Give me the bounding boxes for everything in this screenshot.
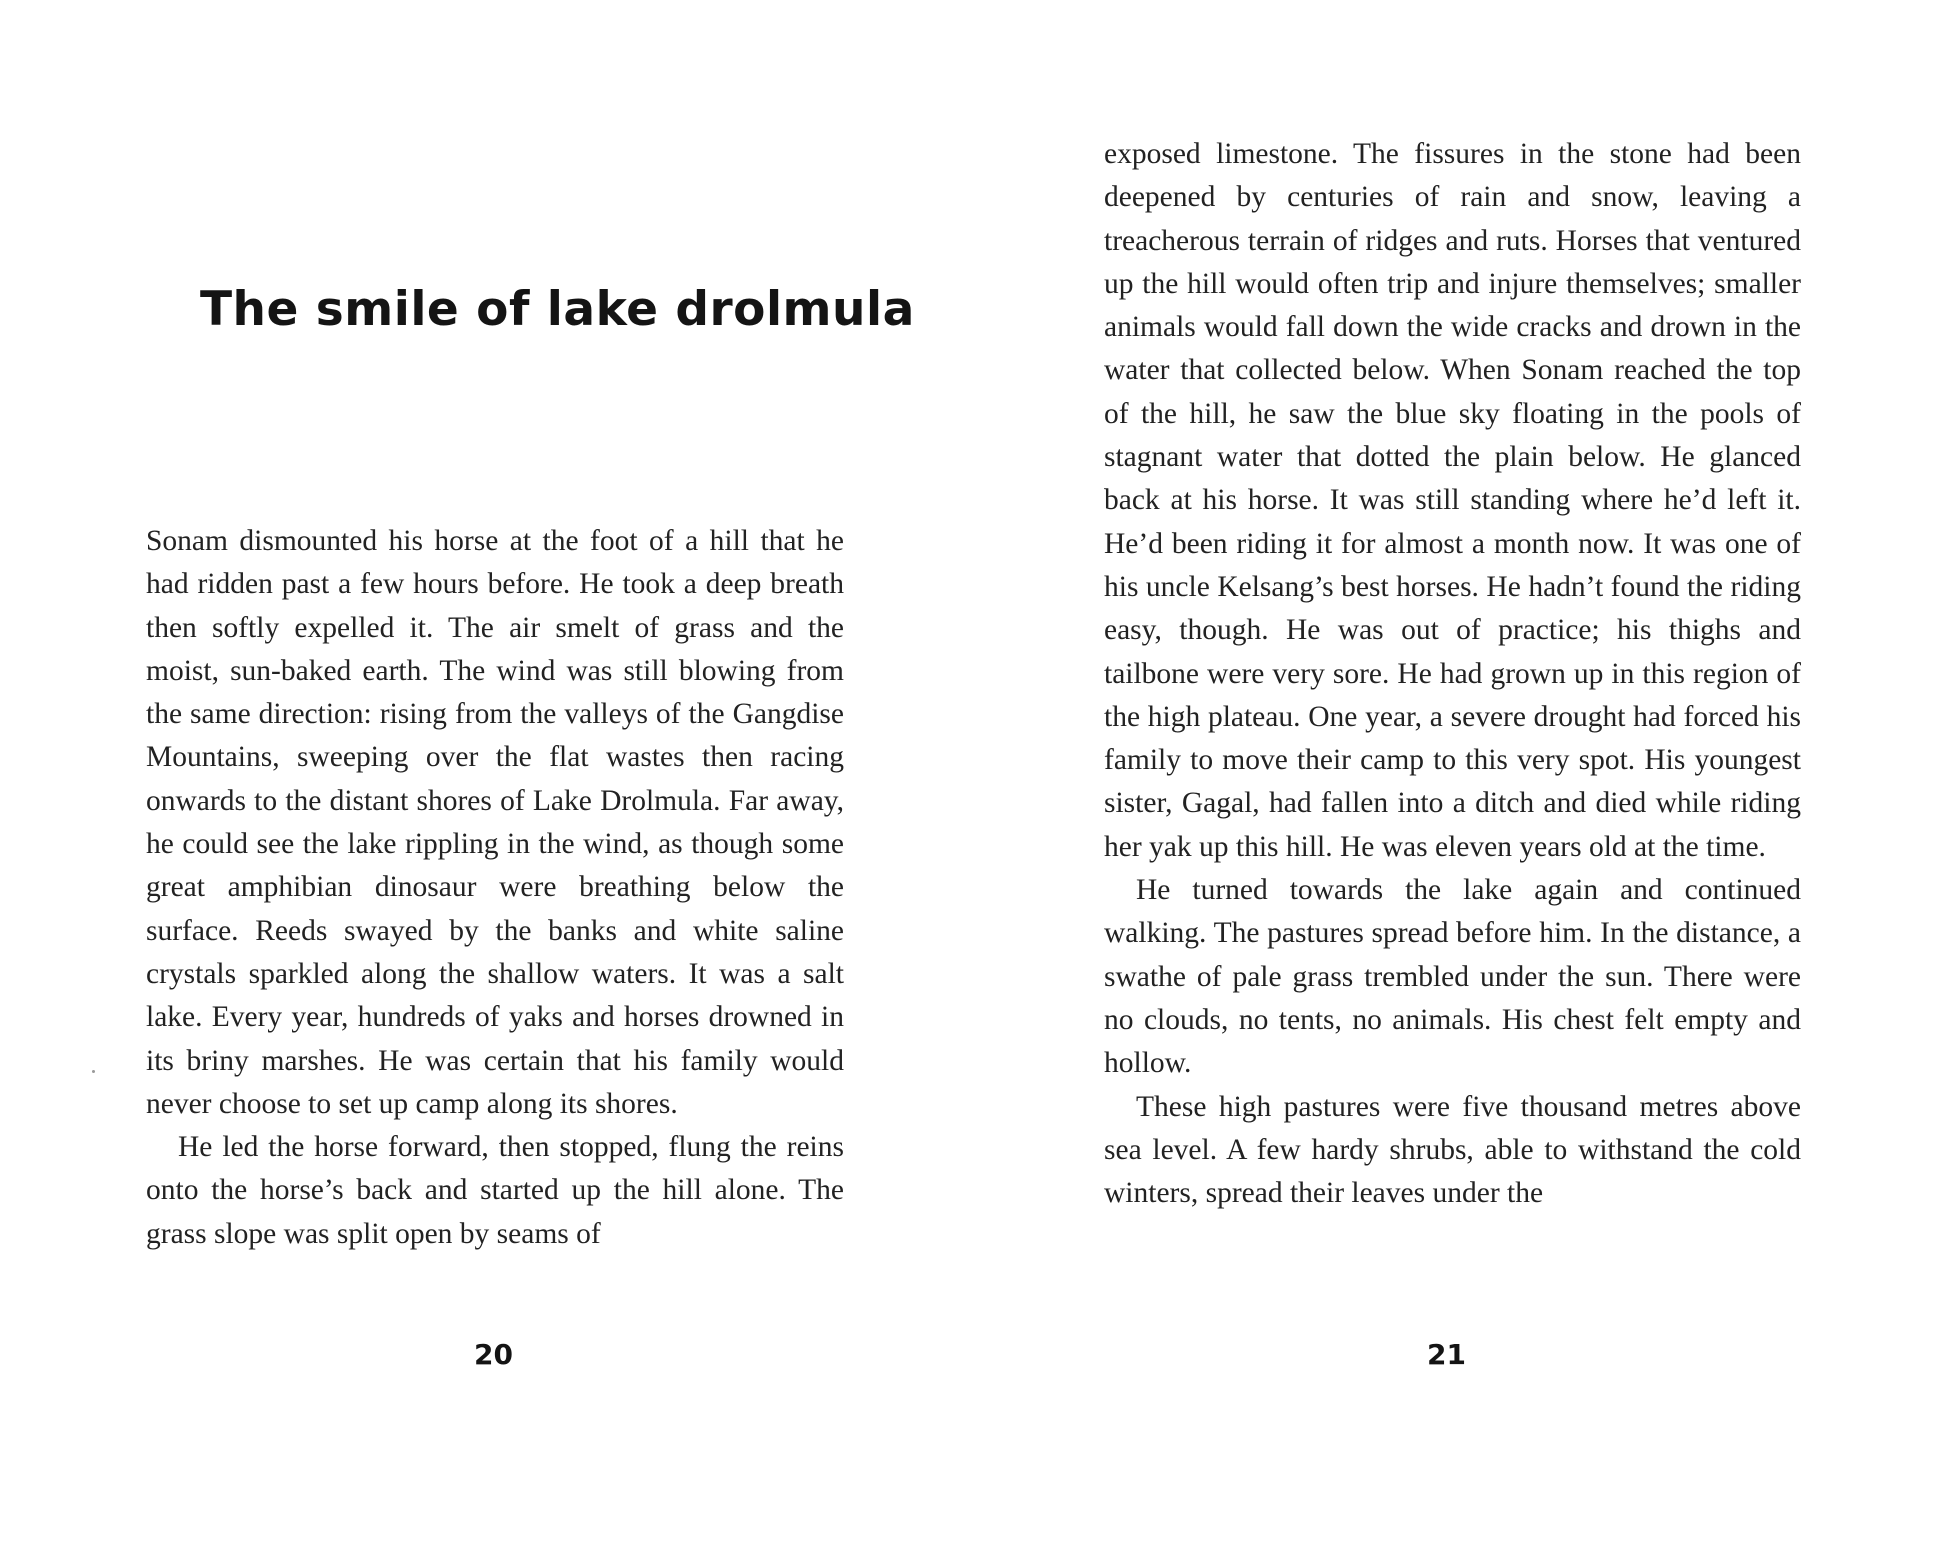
left-page xyxy=(0,0,967,1560)
paragraph: Sonam dismounted his horse at the foot of a hill that he had ridden past a few hours before. He took a deep breath then softly expelled it. The air smelt of grass and the moist, sun-baked earth. The wind was still blowing from the same direction: rising from the valleys of the Gangdise Mountains, sweeping over the flat wastes then racing onwards to the distant shores of Lake Drolmula. Far away, he could see the lake rippling in the wind, as though some great amphibian dinosaur were breathing below the surface. Reeds swayed by the banks and white saline crystals sparkled along the shallow waters. It was a salt lake. Every year, hundreds of yaks and horses drowned in its briny marshes. He was certain that his family would never choose to set up camp along its shores. xyxy=(146,525,844,1120)
page-number-left: 20 xyxy=(474,1338,513,1371)
page-number-right: 21 xyxy=(1427,1338,1466,1371)
chapter-title: The smile of lake drolmula xyxy=(200,282,915,337)
paragraph: These high pastures were five thousand metres above sea level. A few hardy shrubs, able to withstand the cold winters, spread their leaves under the xyxy=(1104,1090,1801,1210)
right-page xyxy=(967,0,1935,1560)
paragraph: He led the horse forward, then stopped, flung the reins onto the horse’s back and started up the hill alone. The grass slope was split open by seams of xyxy=(146,1131,844,1250)
scan-speck xyxy=(92,1070,95,1073)
right-page-body xyxy=(1104,133,1801,1215)
left-page-body xyxy=(146,520,844,1256)
paragraph: He turned towards the lake again and continued walking. The pastures spread before him. In the distance, a swathe of pale grass trembled under the sun. There were no clouds, no tents, no animals. His chest felt empty and hollow. xyxy=(1104,874,1801,1080)
paragraph: exposed limestone. The fissures in the stone had been deepened by centuries of rain and snow, leaving a treacherous terrain of ridges and ruts. Horses that ventured up the hill would often trip and injure themselves; smaller animals would fall down the wide cracks and drown in the water that collected below. When Sonam reached the top of the hill, he saw the blue sky floating in the pools of stagnant water that dotted the plain below. He glanced back at his horse. It was still standing where he’d left it. He’d been riding it for almost a month now. It was one of his uncle Kelsang’s best horses. He hadn’t found the riding easy, though. He was out of practice; his thighs and tailbone were very sore. He had grown up in this region of the high plateau. One year, a severe drought had forced his family to move their camp to this very spot. His youngest sister, Gagal, had fallen into a ditch and died while riding her yak up this hill. He was eleven years old at the time. xyxy=(1104,138,1801,863)
